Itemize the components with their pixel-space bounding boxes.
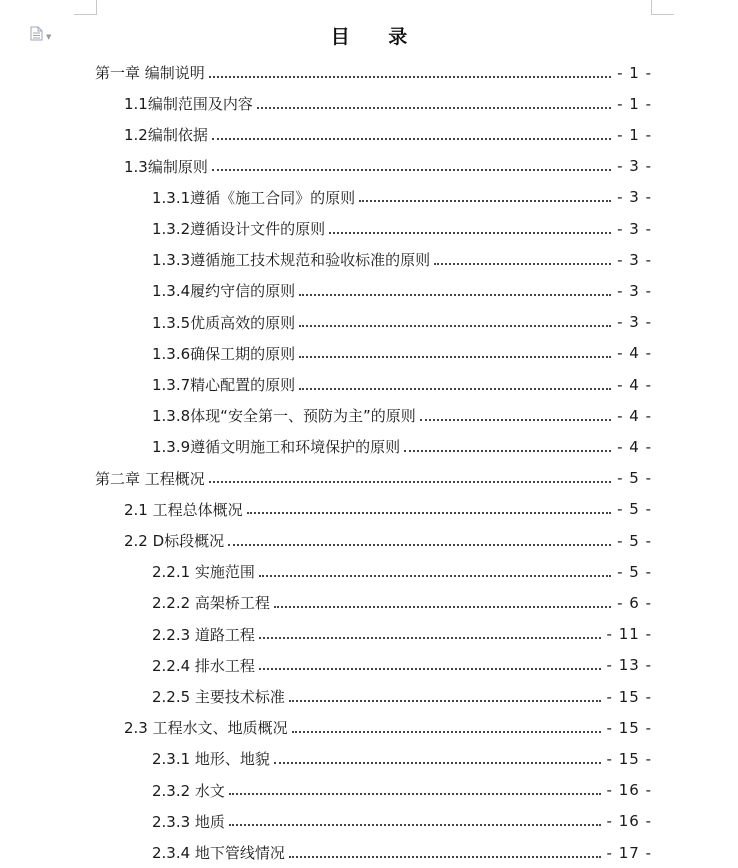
toc-entry[interactable] — [152, 275, 652, 306]
toc-entry[interactable] — [152, 431, 652, 462]
toc-entry[interactable] — [152, 556, 652, 587]
toc-entry-page: - 1 - — [617, 94, 652, 113]
toc-entry-title: 1.3.4履约守信的原则 — [152, 282, 296, 301]
toc-dot-leader — [212, 169, 611, 171]
toc-dot-leader — [420, 419, 611, 421]
page-corner-mark-left — [74, 0, 97, 15]
toc-dot-leader — [259, 637, 601, 639]
toc-entry-title: 2.1 工程总体概况 — [124, 500, 243, 519]
toc-entry-page: - 13 - — [606, 656, 652, 675]
toc-dot-leader — [404, 450, 611, 452]
page-corner-mark-right — [651, 0, 674, 15]
toc-entry-page: - 1 - — [617, 125, 652, 144]
toc-dot-leader — [257, 107, 611, 109]
toc-entry[interactable] — [152, 244, 652, 275]
chevron-down-icon: ▼ — [46, 32, 52, 41]
toc-dot-leader — [259, 668, 601, 670]
toc-entry-title: 2.2 D标段概况 — [124, 532, 225, 550]
toc-entry-page: - 3 - — [617, 157, 652, 176]
toc-entry-title: 2.3.2 水文 — [152, 781, 225, 800]
toc-entry[interactable] — [152, 775, 652, 806]
toc-entry[interactable] — [124, 88, 652, 119]
toc-entry-title: 1.3编制原则 — [124, 157, 208, 176]
toc-dot-leader — [299, 294, 611, 296]
toc-entry-title: 第一章 编制说明 — [95, 64, 205, 82]
toc-entry-title: 2.2.4 排水工程 — [152, 656, 255, 675]
toc-entry[interactable] — [152, 587, 652, 618]
toc-dot-leader — [289, 856, 601, 858]
toc-entry-title: 2.3.4 地下管线情况 — [152, 844, 285, 862]
toc-entry-page: - 16 - — [606, 812, 652, 831]
toc-entry-page: - 15 - — [606, 718, 652, 737]
toc-entry[interactable] — [152, 619, 652, 650]
toc-entry-page: - 11 - — [606, 625, 652, 644]
toc-dot-leader — [292, 731, 601, 733]
toc-dot-leader — [209, 76, 611, 78]
toc-entry[interactable] — [124, 712, 652, 743]
toc-dot-leader — [434, 263, 611, 265]
toc-entry-title: 2.2.1 实施范围 — [152, 563, 255, 582]
toc-entry-title: 1.3.8体现“安全第一、预防为主”的原则 — [152, 407, 416, 426]
toc-entry-page: - 5 - — [617, 469, 652, 488]
toc-entry[interactable] — [152, 743, 652, 774]
toc-entry-title: 1.2编制依据 — [124, 126, 208, 145]
toc-entry-title: 2.2.2 高架桥工程 — [152, 594, 270, 613]
toc-entry[interactable] — [124, 151, 652, 182]
toc-entry[interactable] — [152, 213, 652, 244]
toc-dot-leader — [299, 325, 611, 327]
toc-entry-title: 2.3.1 地形、地貌 — [152, 750, 270, 769]
toc-entry[interactable] — [152, 650, 652, 681]
toc-entry[interactable] — [124, 119, 652, 150]
toc-entry-page: - 1 - — [617, 63, 652, 82]
toc-entry-title: 1.3.7精心配置的原则 — [152, 376, 296, 394]
toc-entry-page: - 3 - — [617, 281, 652, 300]
toc-entry-page: - 6 - — [617, 593, 652, 612]
toc-dot-leader — [209, 481, 611, 483]
toc-entry-title: 2.3.3 地质 — [152, 812, 225, 831]
toc-entry-page: - 4 - — [617, 437, 652, 456]
toc-entry-page: - 4 - — [617, 406, 652, 425]
toc-dot-leader — [229, 824, 601, 826]
toc-entry[interactable] — [124, 525, 652, 556]
toc-entry-page: - 16 - — [606, 781, 652, 800]
toc-dot-leader — [228, 544, 611, 546]
toc-entry-page: - 3 - — [617, 250, 652, 269]
toc-dot-leader — [359, 200, 611, 202]
toc-entry[interactable] — [152, 837, 652, 868]
toc-entry-title: 第二章 工程概况 — [95, 469, 205, 488]
toc-entry-title: 1.3.5优质高效的原则 — [152, 313, 296, 332]
toc-entry-page: - 4 - — [617, 375, 652, 394]
toc-entry-title: 1.3.6确保工期的原则 — [152, 344, 296, 363]
toc-entry-title: 1.1编制范围及内容 — [124, 95, 253, 114]
toc-entry[interactable] — [95, 463, 652, 494]
toc-dot-leader — [259, 575, 611, 577]
toc-dot-leader — [274, 762, 601, 764]
toc-entry[interactable] — [152, 400, 652, 431]
toc-entry-page: - 3 - — [617, 219, 652, 238]
toc-entry[interactable] — [95, 57, 652, 88]
toc-entry-title: 1.3.1遵循《施工合同》的原则 — [152, 188, 356, 207]
toc-dot-leader — [229, 793, 601, 795]
toc-entry-page: - 4 - — [617, 344, 652, 363]
toc-entry-title: 2.2.5 主要技术标准 — [152, 688, 285, 706]
toc-entry-page: - 17 - — [606, 843, 652, 862]
toc-entry-page: - 3 - — [617, 188, 652, 207]
toc-entry[interactable] — [152, 338, 652, 369]
toc-dot-leader — [299, 388, 611, 390]
toc-entry-page: - 5 - — [617, 562, 652, 581]
toc-entry-page: - 3 - — [617, 313, 652, 332]
toc-dot-leader — [329, 232, 611, 234]
toc-entry-page: - 15 - — [606, 749, 652, 768]
toc-dot-leader — [299, 356, 611, 358]
toc-entry[interactable] — [152, 806, 652, 837]
toc-entry[interactable] — [152, 369, 652, 400]
toc-dot-leader — [274, 606, 611, 608]
toc-entry-title: 1.3.3遵循施工技术规范和验收标准的原则 — [152, 251, 431, 270]
toc-entry[interactable] — [152, 307, 652, 338]
toc-entry-page: - 15 - — [606, 687, 652, 706]
toc-entry-page: - 5 - — [617, 531, 652, 550]
toc-dot-leader — [289, 700, 601, 702]
toc-entry-title: 2.2.3 道路工程 — [152, 625, 255, 644]
toc-dot-leader — [247, 512, 611, 514]
toc-title: 目 录 — [330, 26, 424, 48]
toc-entry-title: 2.3 工程水文、地质概况 — [124, 719, 288, 738]
toc-entry-title: 1.3.2遵循设计文件的原则 — [152, 220, 326, 238]
toc-entry[interactable] — [124, 494, 652, 525]
toc-dot-leader — [212, 138, 611, 140]
toc-entry[interactable] — [152, 681, 652, 712]
toc-entry[interactable] — [152, 182, 652, 213]
toc-entry-title: 1.3.9遵循文明施工和环境保护的原则 — [152, 438, 401, 457]
toc-entry-page: - 5 - — [617, 500, 652, 519]
